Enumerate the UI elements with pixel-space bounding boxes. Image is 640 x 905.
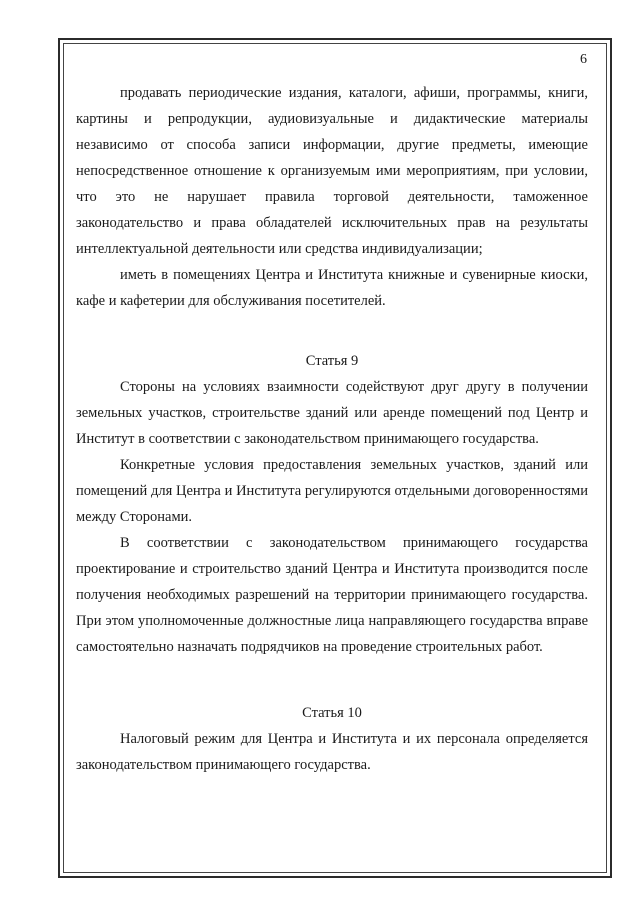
paragraph: В соответствии с законодательством принимающего государства проектирование и строительство зданий Центра и Института производится после получения необходимых разрешений на территории принимающего государства. При этом уполномоченные должностные лица направляющего государства вправе самостоятельно назначать подрядчиков на проведение строительных работ. <box>76 535 588 655</box>
paragraph: иметь в помещениях Центра и Института книжные и сувенирные киоски, кафе и кафетерии для обслуживания посетителей. <box>76 267 588 309</box>
article-heading: Статья 10 <box>302 705 362 721</box>
paragraph: Налоговый режим для Центра и Института и их персонала определяется законодательством принимающего государства. <box>76 731 588 773</box>
paragraph: Стороны на условиях взаимности содействуют друг другу в получении земельных участков, строительстве зданий или аренде помещений под Центр и Институт в соответствии с законодательством принимающего государства. <box>76 379 588 447</box>
paragraph: Конкретные условия предоставления земельных участков, зданий или помещений для Центра и Института регулируются отдельными договоренностями между Сторонами. <box>76 457 588 525</box>
paragraph: продавать периодические издания, каталоги, афиши, программы, книги, картины и репродукции, аудиовизуальные и дидактические материалы независимо от способа записи информации, другие предметы, имеющие непосредственное отношение к организуемым ими мероприятиям, при условии, что это не нарушает правила торговой деятельности, таможенное законодательство и права обладателей исключительных прав на результаты интеллектуальной деятельности или средства индивидуализации; <box>76 85 588 257</box>
document-body <box>76 80 588 778</box>
page-number: 6 <box>580 52 587 67</box>
article-heading: Статья 9 <box>305 353 359 369</box>
